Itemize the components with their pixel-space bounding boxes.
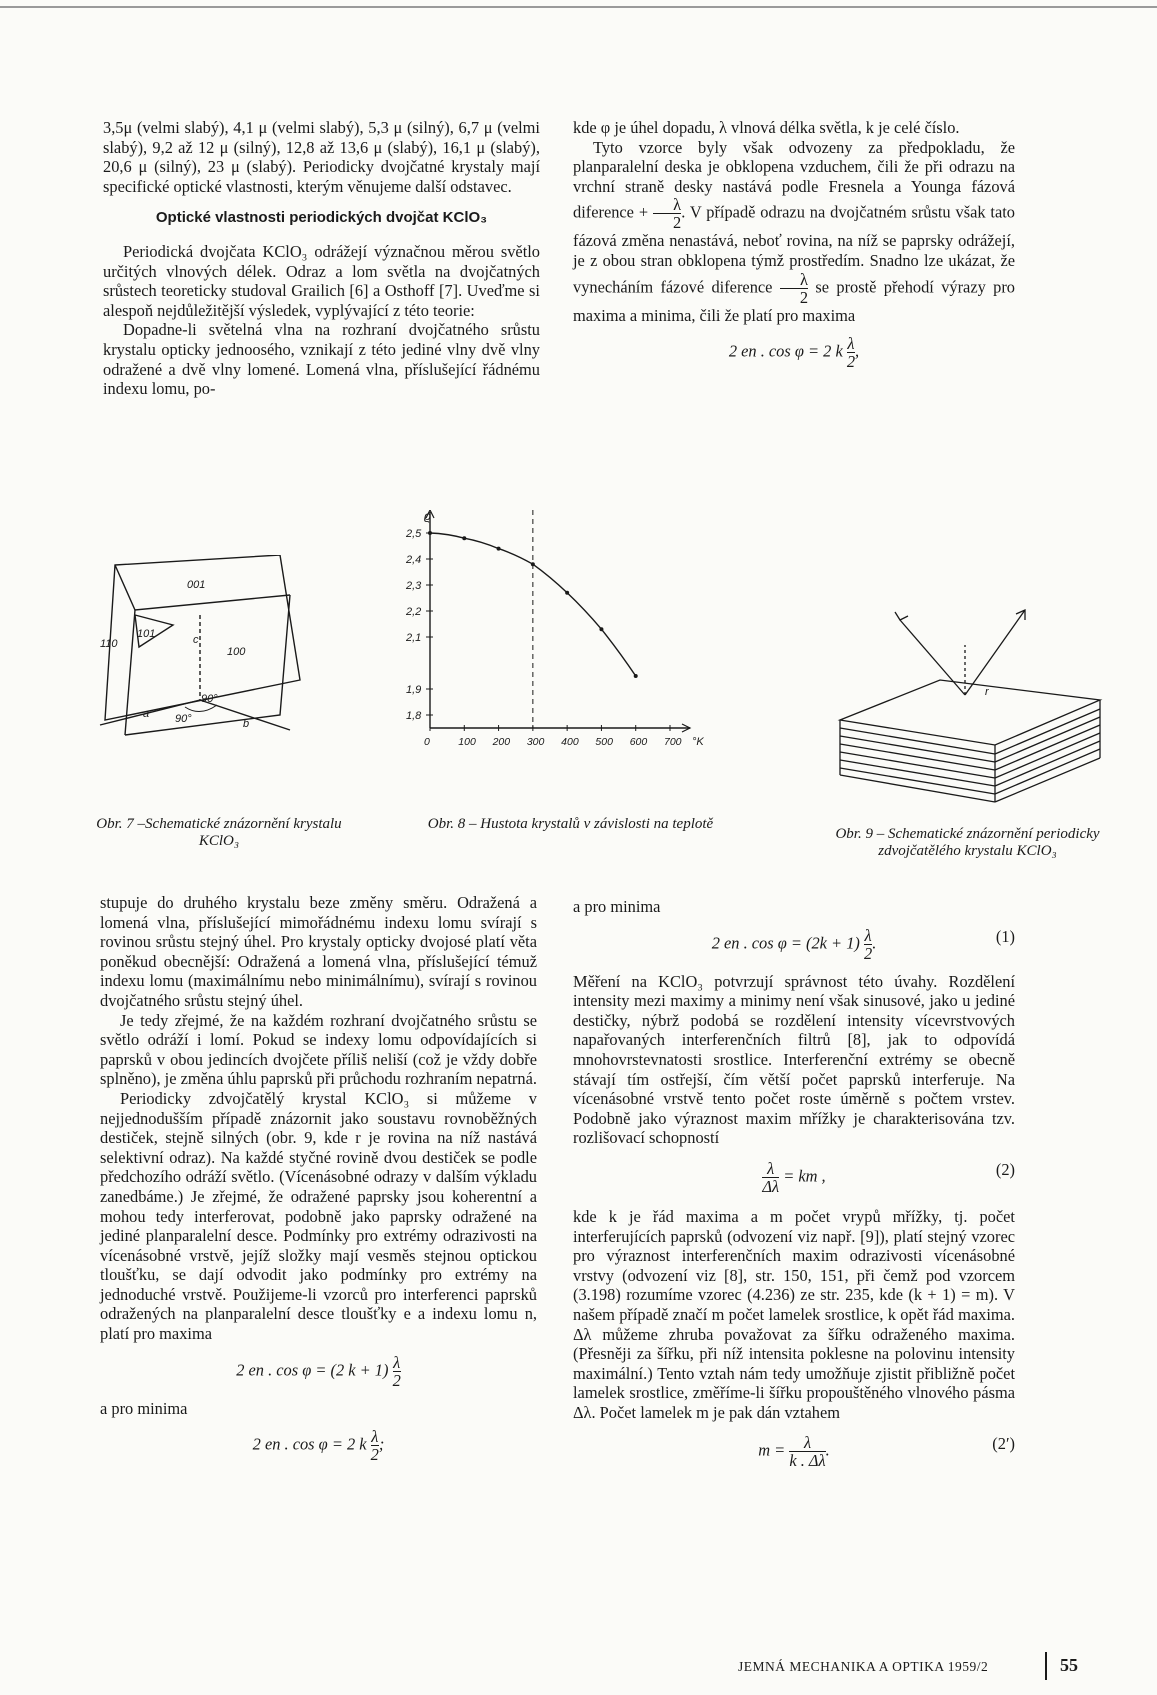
fraction [393, 1354, 401, 1389]
equation [573, 335, 1015, 370]
numerator: λ [799, 269, 808, 289]
fig7-label: a [143, 708, 150, 720]
paragraph: Je tedy zřejmé, že na každém rozhraní dvojčatného srůstu se světlo odráží i lomí. Pokud se indexy lomu odpovídajících si paprsků v obou jedincích dvojčete příliš neliší (což je vždy dobře splněno), je změna úhlu paprsků při průchodu rozhraním nepatrná. [100, 1010, 537, 1089]
figure-7-caption: Obr. 7 –Schematické znázornění krystalu KClO₃ [96, 816, 342, 849]
angle-arc [185, 705, 217, 712]
figure-8-caption: Obr. 8 – Hustota krystalů v závislosti na teplotě [427, 816, 714, 832]
fig7-label: 90° [175, 713, 192, 725]
denominator: 2 [392, 1370, 401, 1390]
fig7-label: c [193, 634, 199, 646]
plane-r-label: r [985, 686, 989, 698]
fraction [864, 927, 872, 962]
y-tick-label: 1,9 [406, 684, 422, 696]
equation-end: . [825, 1440, 830, 1460]
text-run: . V případě odrazu na dvojčatném srůstu však tato fázová změna nenastává, neboť rovina, na níž se paprsky odrážejí, je z obou stran obklopena týmž prostředím. Snadno lze ukázat, že vynecháním fázové diference [573, 202, 1015, 296]
denominator: k . Δλ [789, 1451, 826, 1471]
fraction [653, 196, 681, 231]
plate-stack [840, 700, 1100, 802]
crystal-edge [125, 595, 290, 735]
x-tick-label: 400 [561, 736, 579, 748]
x-tick-label: 100 [458, 736, 476, 748]
x-tick-label: 600 [629, 736, 648, 748]
numerator: λ [847, 334, 855, 354]
fraction [762, 1160, 779, 1195]
fraction [371, 1428, 379, 1463]
paragraph: Periodicky zdvojčatělý krystal KClO₃ si můžeme v nejjednodušším případě znázornit jako soustavu rovnoběžných destiček, stejně silných (obr. 9, kde r je rovina na níž nastává selektivní odraz). Na každé styčné rovině dvou destiček se podle předchozího odráží světlo. (Vícenásobné odrazy v dalším výkladu zanedbáme.) Je zřejmé, že odražené paprsky jsou koherentní a mohou tedy interferovat, podobně jako paprsky odražené na jediné planparalelní desce. Podmínky pro extrémy odrazivosti na vícenásobné vrstvě, jejíž složky mají vesměs stejnou optickou tloušťku, se dají odvodit jako podmínky pro extrémy na jednoduché vrstvě. Použijeme-li vzorců pro interferenci paprsků odražených na planparalelní desce tloušťky e a indexu lomu n, platí pro maxima [100, 1088, 537, 1344]
paragraph: Dopadne-li světelná vlna na rozhraní dvojčatného srůstu krystalu opticky jednoosého, vznikají z této jediné vlny dvě vlny odražené a dvě vlny lomené. Lomená vlna, příslušející řádnému indexu lomu, po- [103, 320, 540, 399]
paragraph: stupuje do druhého krystalu beze změny směru. Odražená a lomená vlna, příslušející mimořádnému indexu lomu svírají s rovinou srůstu stejný úhel. Pro krystaly opticky dvojosé platí věta poněkud obecnější: Odražená a lomená vlna, příslušející témuž indexu lomu (maximálnímu nebo minimálnímu), svírají s rovinou dvojčatného srůstu stejný úhel. [100, 893, 537, 1010]
right-bottom-column [573, 897, 1015, 1481]
equation [573, 1160, 1015, 1195]
data-point [462, 536, 466, 540]
fraction [847, 335, 855, 370]
equation-end: . [872, 932, 877, 952]
x-tick-label: 0 [424, 736, 430, 748]
equation-number: (1) [995, 926, 1015, 946]
equation-lhs: 2 en . cos φ = (2 k + 1) [236, 1359, 389, 1379]
paragraph: a pro minima [100, 1398, 188, 1418]
denominator: 2 [846, 352, 856, 372]
equation-end: ; [378, 1434, 385, 1454]
paragraph: kde φ je úhel dopadu, λ vlnová délka světla, k je celé číslo. [573, 118, 960, 137]
y-tick-label: 2,5 [406, 528, 422, 540]
data-point [531, 562, 535, 566]
arrowhead [895, 612, 908, 620]
fraction [780, 271, 808, 306]
equation [573, 927, 1015, 962]
figure-7-crystal [95, 555, 330, 795]
equation [573, 1434, 1015, 1469]
numerator: λ [673, 195, 682, 215]
x-tick-label: 300 [526, 736, 545, 748]
denominator: Δλ [762, 1176, 780, 1196]
data-point [497, 547, 501, 551]
data-point [634, 674, 638, 678]
fig7-label: 90° [201, 693, 218, 705]
figure-9-caption: Obr. 9 – Schematické znázornění periodicky zdvojčatělého krystalu KClO₃ [835, 826, 1100, 859]
paragraph: Periodická dvojčata KClO₃ odrážejí význačnou měrou světlo určitých vlnových délek. Odraz a lom světla na dvojčatných srůstech teoreticky studoval Grailich [6] a Osthoff [7]. Uveďme si alespoň nejdůležitější výsledek, vyplývající z této teorie: [103, 241, 540, 320]
equation-lhs: m = [758, 1440, 786, 1460]
equation-end: , [855, 341, 860, 361]
paragraph: Měření na KClO₃ potvrzují správnost této úvahy. Rozdělení intensity mezi maximy a minimy není však sinusové, jako u jediné destičky, nýbrž podobá se rozdělení intensity vícevrstvových napařovaných interferenčních filtrů [8], jak to odpovídá mnohovrstevnatosti srostlice. Interferenční extrémy se obecně stávají tím ostřejší, čím větší počet paprsků interferuje. Na vícenásobné vrstvě tento počet roste úměrně s počtem vrstev. Podobně jako výraznost maxim mřížky je charakterisována tzv. rozlišovací schopností [573, 971, 1015, 1148]
right-top-column [573, 118, 1015, 380]
text-run: se prostě přehodí výrazy pro maxima a minima, čili že platí pro maxima [573, 276, 1015, 325]
data-point [599, 627, 603, 631]
paragraph: kde k je řád maxima a m počet vrypů mřížky, tj. počet interferujících paprsků (odvození viz např. [9]), platí stejný vzorec pro výraznost interferenčních maxim odrazivosti vícenásobné vrstvy (odvození viz [8], str. 150, 151, při čemž pod vzorcem (3.198) rozumíme vzorec (4.236) ze str. 235, kde (k + 1) = m). V našem případě značí m počet lamelek srostlice, k opět řád maxima. Δλ můžeme zhruba považovat za šířku odraženého maxima. (Přesněji za šířku, při níž intensita poklesne na polovinu intensity maximální.) Tento vztah nám tedy umožňuje zjistit přibližně počet lamelek srostlice, změříme-li šířku propouštěného vlnového pásma Δλ. Počet lamelek m je pak dán vztahem [573, 1206, 1015, 1422]
fig7-label: b [243, 718, 250, 730]
numerator: λ [371, 1427, 379, 1447]
x-axis-unit: °K [692, 736, 704, 748]
denominator: 2 [370, 1445, 379, 1465]
fig7-label: 110 [100, 638, 118, 650]
data-point [428, 531, 432, 535]
numerator: λ [864, 925, 872, 945]
left-bottom-column [100, 893, 537, 1473]
figure-8-chart [405, 510, 735, 810]
y-tick-label: 2,4 [406, 554, 422, 566]
y-tick-label: 2,3 [406, 580, 422, 592]
equation-number: (2) [995, 1159, 1015, 1179]
equation-lhs: 2 en . cos φ = (2k + 1) [711, 932, 860, 952]
numerator: λ [803, 1433, 812, 1453]
denominator: 2 [653, 213, 681, 231]
numerator: λ [393, 1352, 401, 1372]
equation-rhs: = km , [783, 1166, 826, 1186]
top-rule [0, 6, 1157, 8]
paragraph: a pro minima [573, 897, 661, 916]
x-tick-label: 700 [664, 736, 682, 748]
equation [100, 1428, 537, 1463]
y-tick-label: 2,2 [406, 606, 422, 618]
fig7-label: 001 [187, 579, 206, 591]
incident-ray [900, 620, 965, 695]
section-heading: Optické vlastnosti periodických dvojčat KClO₃ [155, 209, 488, 227]
denominator: 2 [780, 288, 808, 306]
journal-footer: JEMNÁ MECHANIKA A OPTIKA 1959/2 [738, 1659, 989, 1674]
y-tick-label: 2,1 [406, 632, 422, 644]
equation-lhs: 2 en . cos φ = 2 k [728, 341, 843, 361]
y-axis-label: ϱ [424, 510, 431, 523]
paragraph: 3,5μ (velmi slabý), 4,1 μ (velmi slabý), 5,3 μ (silný), 6,7 μ (velmi slabý), 9,2 až 12 μ (silný), 12,8 až 13,6 μ (slabý), 16,1 μ (slabý), 20,6 μ (silný), 23 μ (slabý). Periodicky dvojčatné krystaly mají specifické optické vlastnosti, kterým věnujeme další odstavec. [103, 118, 540, 196]
footer-divider [1045, 1652, 1047, 1680]
x-tick-label: 500 [595, 736, 613, 748]
denominator: 2 [863, 943, 873, 963]
text-run: Tyto vzorce byly však odvozeny za předpokladu, že planparalelní deska je obklopena vzduchem, čili že při odrazu na vrchní straně desky nastává podle Fresnela a Younga fázová diference + [573, 137, 1015, 222]
numerator: λ [767, 1158, 775, 1178]
x-tick-label: 200 [492, 736, 511, 748]
fig7-label: 101 [137, 628, 156, 640]
data-point [565, 591, 569, 595]
equation-number: (2′) [992, 1434, 1015, 1454]
fraction [789, 1434, 825, 1469]
equation-lhs: 2 en . cos φ = 2 k [252, 1434, 367, 1454]
fig7-label: 100 [227, 646, 246, 658]
reflected-ray [965, 610, 1025, 695]
y-tick-label: 1,8 [406, 710, 422, 722]
paragraph [573, 138, 1015, 326]
plate-top-face [840, 680, 1100, 745]
left-top-column [103, 118, 540, 399]
figure-9-plates [830, 590, 1110, 815]
equation [100, 1354, 537, 1389]
page-number: 55 [1060, 1655, 1078, 1675]
